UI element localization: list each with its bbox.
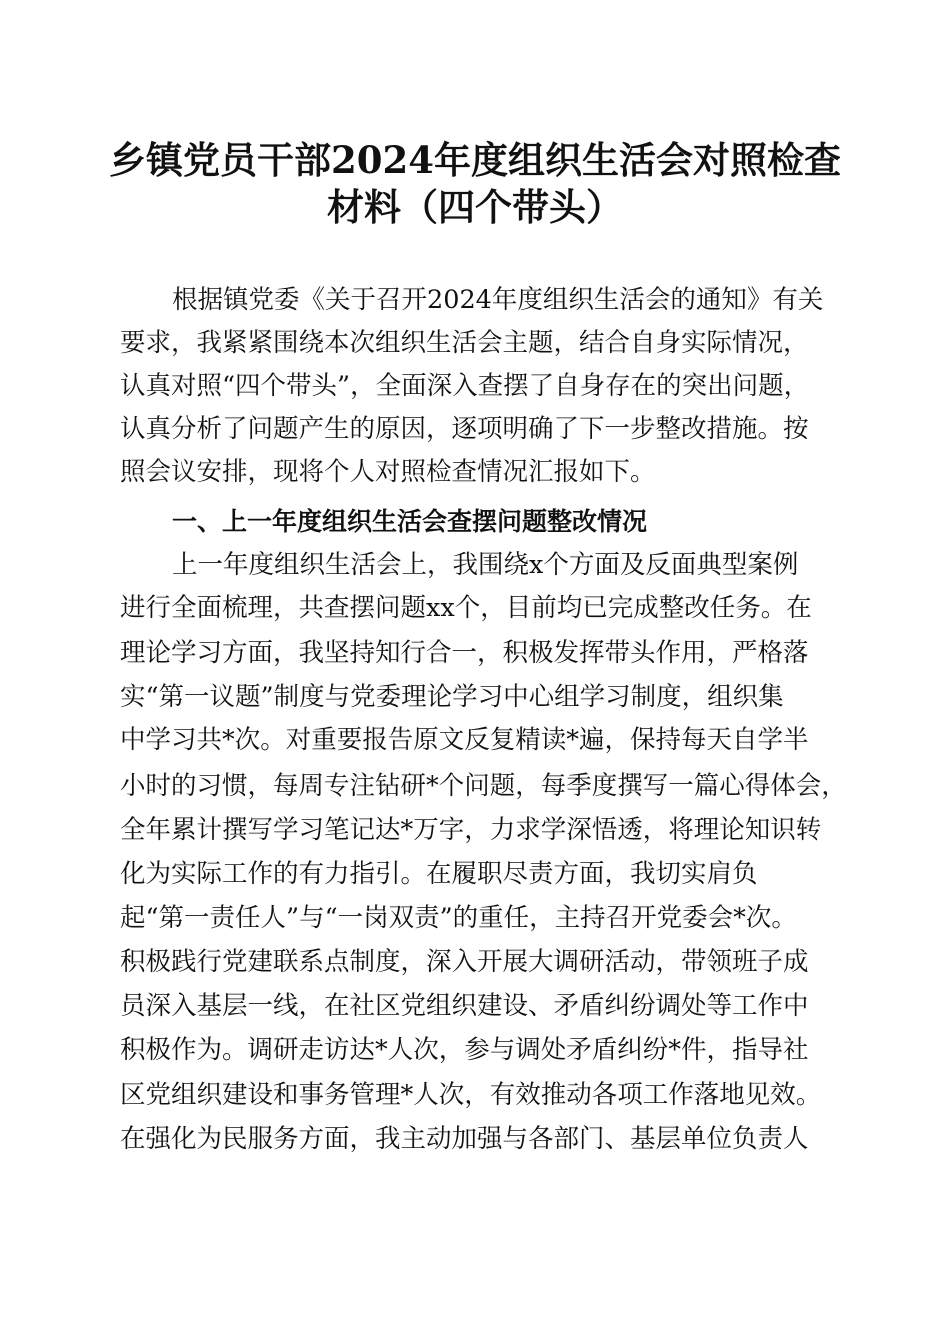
paragraph-line: 认真分析了问题产生的原因，逐项明确了下一步整改措施。按 — [120, 414, 809, 444]
paragraph-line: 照会议安排，现将个人对照检查情况汇报如下。 — [120, 457, 656, 487]
paragraph-line: 在强化为民服务方面，我主动加强与各部门、基层单位负责人 — [120, 1124, 809, 1154]
paragraph-line: 上一年度组织生活会上，我围绕x个方面及反面典型案例 — [172, 550, 799, 580]
paragraph-line: 要求，我紧紧围绕本次组织生活会主题，结合自身实际情况， — [120, 328, 809, 358]
paragraph-line: 化为实际工作的有力指引。在履职尽责方面，我切实肩负 — [120, 859, 758, 889]
paragraph-line: 实“第一议题”制度与党委理论学习中心组学习制度，组织集 — [120, 682, 784, 712]
paragraph-line: 员深入基层一线，在社区党组织建设、矛盾纠纷调处等工作中 — [120, 991, 809, 1021]
paragraph-line: 进行全面梳理，共查摆问题xx个，目前均已完成整改任务。在 — [120, 593, 812, 623]
paragraph-line: 理论学习方面，我坚持知行合一，积极发挥带头作用，严格落 — [120, 638, 809, 668]
document-title-line-2: 材料（四个带头） — [327, 185, 623, 229]
paragraph-line: 积极作为。调研走访达*人次，参与调处矛盾纠纷*件，指导社 — [120, 1035, 809, 1065]
paragraph-line: 区党组织建设和事务管理*人次，有效推动各项工作落地见效。 — [120, 1080, 822, 1110]
paragraph-line: 全年累计撰写学习笔记达*万字，力求学深悟透，将理论知识转 — [120, 815, 822, 845]
paragraph-line: 小时的习惯，每周专注钻研*个问题，每季度撰写一篇心得体会， — [120, 771, 847, 801]
paragraph-line: 起“第一责任人”与“一岗双责”的重任，主持召开党委会*次。 — [120, 903, 797, 933]
document-title-line-1: 乡镇党员干部2024年度组织生活会对照检查 — [109, 138, 841, 182]
paragraph-line: 积极践行党建联系点制度，深入开展大调研活动，带领班子成 — [120, 947, 809, 977]
paragraph-line: 根据镇党委《关于召开2024年度组织生活会的通知》有关 — [172, 285, 824, 315]
paragraph-line: 中学习共*次。对重要报告原文反复精读*遍，保持每天自学半 — [120, 725, 809, 755]
paragraph-line: 认真对照“四个带头”，全面深入查摆了自身存在的突出问题， — [120, 371, 810, 401]
section-heading: 一、上一年度组织生活会查摆问题整改情况 — [172, 507, 648, 536]
